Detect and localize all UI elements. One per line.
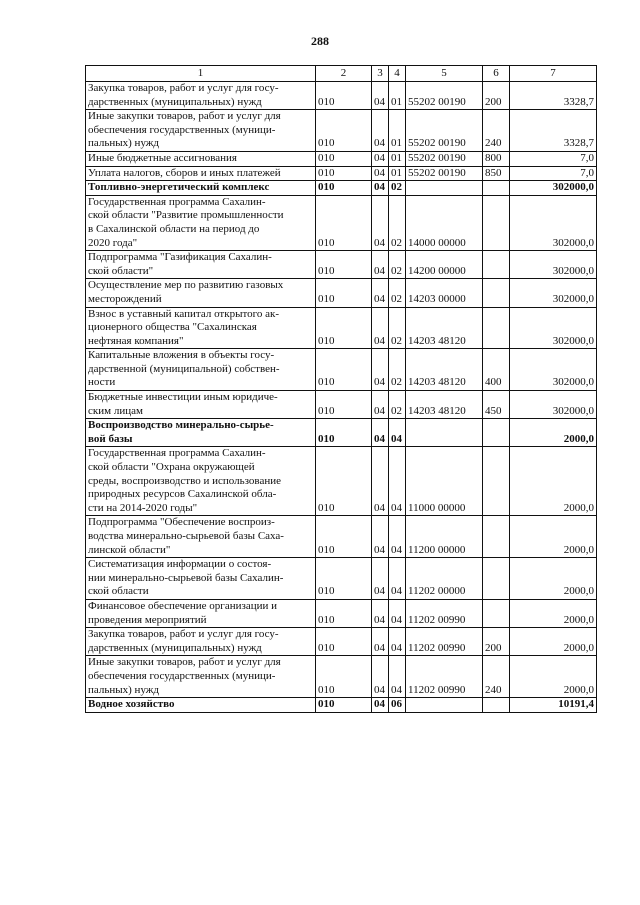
target-article [406,419,483,447]
column-header: 2 [316,66,372,82]
target-article: 14203 48120 [406,349,483,391]
target-article: 55202 00190 [406,110,483,152]
amount: 2000,0 [510,447,597,516]
chapter-code: 04 [372,656,389,698]
section-code: 010 [316,698,372,713]
row-name: Бюджетные инвестиции иным юридиче- ским лицам [86,391,316,419]
section-code: 010 [316,195,372,250]
chapter-code: 04 [372,349,389,391]
target-article: 11202 00990 [406,628,483,656]
chapter-code: 04 [372,698,389,713]
table-row [86,419,597,447]
chapter-code: 04 [372,195,389,250]
expense-type [483,516,510,558]
table-row [86,628,597,656]
target-article: 11202 00990 [406,599,483,627]
chapter-code: 04 [372,307,389,349]
chapter-code: 04 [372,628,389,656]
subsection-code: 02 [389,251,406,279]
row-name: Государственная программа Сахалин- ской области "Охрана окружающей среды, воспроизводство и использование природных ресурсов Сахалинской обла- сти на 2014-2020 годы" [86,447,316,516]
section-code: 010 [316,599,372,627]
column-header: 7 [510,66,597,82]
section-code: 010 [316,82,372,110]
row-name: Капитальные вложения в объекты госу- дарственной (муниципальной) собствен- ности [86,349,316,391]
expense-type: 450 [483,391,510,419]
chapter-code: 04 [372,166,389,181]
section-code: 010 [316,419,372,447]
target-article: 14203 48120 [406,391,483,419]
amount: 3328,7 [510,110,597,152]
row-name: Систематизация информации о состоя- нии минерально-сырьевой базы Сахалин- ской области [86,558,316,600]
subsection-code: 02 [389,195,406,250]
subsection-code: 04 [389,419,406,447]
chapter-code: 04 [372,110,389,152]
expense-type [483,419,510,447]
amount: 2000,0 [510,628,597,656]
section-code: 010 [316,447,372,516]
subsection-code: 04 [389,628,406,656]
table-row [86,349,597,391]
subsection-code: 02 [389,391,406,419]
subsection-code: 02 [389,307,406,349]
header-row [86,66,597,82]
section-code: 010 [316,279,372,307]
chapter-code: 04 [372,419,389,447]
chapter-code: 04 [372,82,389,110]
table-row [86,698,597,713]
table-row [86,181,597,196]
budget-table [85,65,597,713]
amount: 2000,0 [510,656,597,698]
row-name: Подпрограмма "Газификация Сахалин- ской области" [86,251,316,279]
column-header: 1 [86,66,316,82]
amount: 302000,0 [510,349,597,391]
chapter-code: 04 [372,447,389,516]
subsection-code: 01 [389,110,406,152]
expense-type: 200 [483,628,510,656]
expense-type [483,279,510,307]
expense-type: 800 [483,151,510,166]
chapter-code: 04 [372,181,389,196]
section-code: 010 [316,166,372,181]
expense-type [483,558,510,600]
row-name: Взнос в уставный капитал открытого ак- ционерного общества "Сахалинская нефтяная компания" [86,307,316,349]
column-header: 5 [406,66,483,82]
amount: 7,0 [510,166,597,181]
amount: 302000,0 [510,251,597,279]
subsection-code: 01 [389,166,406,181]
target-article [406,698,483,713]
table-row [86,516,597,558]
subsection-code: 04 [389,447,406,516]
amount: 2000,0 [510,419,597,447]
row-name: Уплата налогов, сборов и иных платежей [86,166,316,181]
column-header: 4 [389,66,406,82]
expense-type: 240 [483,656,510,698]
table-row [86,656,597,698]
chapter-code: 04 [372,279,389,307]
expense-type [483,195,510,250]
target-article: 14200 00000 [406,251,483,279]
amount: 7,0 [510,151,597,166]
expense-type: 200 [483,82,510,110]
target-article [406,181,483,196]
row-name: Подпрограмма "Обеспечение воспроиз- водства минерально-сырьевой базы Саха- линской области" [86,516,316,558]
row-name: Иные бюджетные ассигнования [86,151,316,166]
column-header: 3 [372,66,389,82]
section-code: 010 [316,349,372,391]
target-article: 14203 00000 [406,279,483,307]
expense-type: 850 [483,166,510,181]
table-row [86,251,597,279]
target-article: 55202 00190 [406,166,483,181]
amount: 3328,7 [510,82,597,110]
chapter-code: 04 [372,599,389,627]
row-name: Осуществление мер по развитию газовых месторождений [86,279,316,307]
expense-type [483,307,510,349]
section-code: 010 [316,110,372,152]
subsection-code: 01 [389,151,406,166]
subsection-code: 04 [389,516,406,558]
expense-type [483,447,510,516]
table-body [86,82,597,713]
section-code: 010 [316,307,372,349]
row-name: Воспроизводство минерально-сырье- вой базы [86,419,316,447]
target-article: 55202 00190 [406,82,483,110]
row-name: Закупка товаров, работ и услуг для госу- дарственных (муниципальных) нужд [86,628,316,656]
amount: 2000,0 [510,558,597,600]
page-number: 288 [311,34,329,48]
expense-type [483,181,510,196]
expense-type [483,251,510,279]
chapter-code: 04 [372,516,389,558]
target-article: 14203 48120 [406,307,483,349]
column-header: 6 [483,66,510,82]
subsection-code: 04 [389,656,406,698]
section-code: 010 [316,656,372,698]
chapter-code: 04 [372,251,389,279]
amount: 302000,0 [510,195,597,250]
section-code: 010 [316,558,372,600]
amount: 302000,0 [510,181,597,196]
table-row [86,195,597,250]
table-row [86,166,597,181]
row-name: Закупка товаров, работ и услуг для госу- дарственных (муниципальных) нужд [86,82,316,110]
table-row [86,599,597,627]
table-row [86,82,597,110]
subsection-code: 04 [389,599,406,627]
chapter-code: 04 [372,151,389,166]
row-name: Водное хозяйство [86,698,316,713]
expense-type: 400 [483,349,510,391]
target-article: 11202 00000 [406,558,483,600]
amount: 302000,0 [510,279,597,307]
subsection-code: 06 [389,698,406,713]
expense-type [483,698,510,713]
subsection-code: 01 [389,82,406,110]
subsection-code: 02 [389,181,406,196]
table-row [86,279,597,307]
section-code: 010 [316,151,372,166]
table-row [86,151,597,166]
section-code: 010 [316,516,372,558]
row-name: Иные закупки товаров, работ и услуг для обеспечения государственных (муници- пальных) нужд [86,656,316,698]
table-row [86,110,597,152]
row-name: Финансовое обеспечение организации и проведения мероприятий [86,599,316,627]
target-article: 11200 00000 [406,516,483,558]
chapter-code: 04 [372,391,389,419]
amount: 2000,0 [510,599,597,627]
expense-type: 240 [483,110,510,152]
section-code: 010 [316,181,372,196]
target-article: 11202 00990 [406,656,483,698]
subsection-code: 04 [389,558,406,600]
subsection-code: 02 [389,349,406,391]
table-row [86,558,597,600]
row-name: Иные закупки товаров, работ и услуг для обеспечения государственных (муници- пальных) нужд [86,110,316,152]
table-row [86,447,597,516]
amount: 302000,0 [510,307,597,349]
expense-type [483,599,510,627]
amount: 2000,0 [510,516,597,558]
section-code: 010 [316,251,372,279]
table-row [86,307,597,349]
section-code: 010 [316,628,372,656]
row-name: Топливно-энергетический комплекс [86,181,316,196]
target-article: 55202 00190 [406,151,483,166]
table-row [86,391,597,419]
target-article: 11000 00000 [406,447,483,516]
section-code: 010 [316,391,372,419]
subsection-code: 02 [389,279,406,307]
amount: 10191,4 [510,698,597,713]
amount: 302000,0 [510,391,597,419]
target-article: 14000 00000 [406,195,483,250]
chapter-code: 04 [372,558,389,600]
row-name: Государственная программа Сахалин- ской области "Развитие промышленности в Сахалинской области на период до 2020 года" [86,195,316,250]
